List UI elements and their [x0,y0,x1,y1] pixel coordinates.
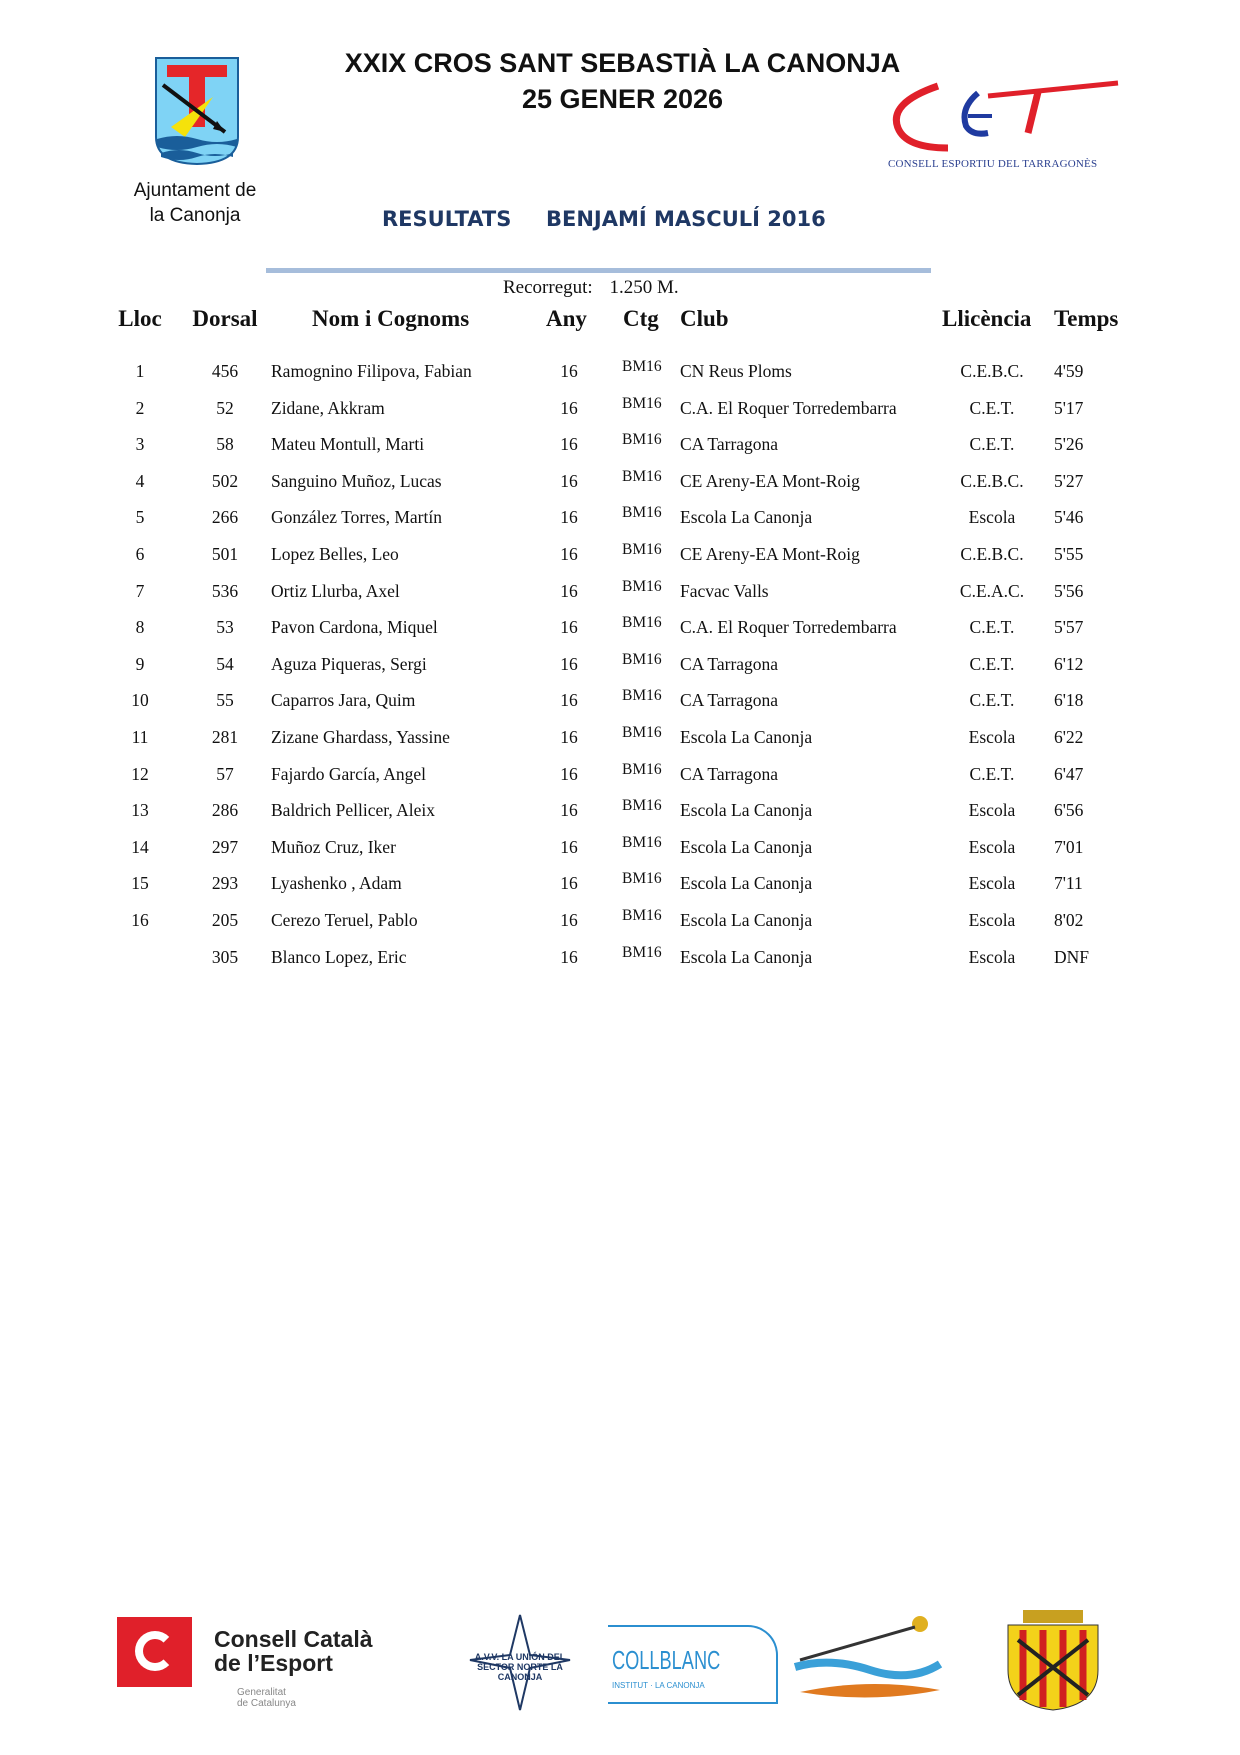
cell-nom: Ramognino Filipova, Fabian [271,361,472,381]
cell-lloc: 14 [131,836,149,857]
cell-any: 16 [560,397,578,418]
cell-llicencia: C.E.T. [969,434,1015,455]
cell-temps: 5'57 [1054,617,1084,638]
cell-dorsal: 57 [216,763,234,784]
cell-llicencia: C.E.T. [969,690,1015,711]
cell-any: 16 [560,507,578,528]
cell-llicencia: Escola [968,873,1016,894]
cell-temps: 7'01 [1054,836,1084,857]
category-label: BENJAMÍ MASCULÍ 2016 [546,207,826,231]
cell-ctg: BM16 [622,504,662,522]
sector-norte-logo [455,1610,585,1715]
cell-ctg: BM16 [622,687,662,705]
collblanc-text: COLLBLANC [612,1645,721,1675]
cell-dorsal: 305 [211,946,239,967]
col-lloc: Lloc [118,306,162,331]
cell-dorsal: 58 [216,434,234,455]
table-row [0,650,1240,684]
cell-any: 16 [560,544,578,564]
cell-lloc: 3 [135,434,145,455]
cell-lloc: 16 [131,910,149,930]
table-row [0,907,1240,940]
cell-ctg: BM16 [622,431,662,449]
cell-dorsal: 281 [211,727,239,747]
table-row [0,943,1240,977]
cet-logo [888,78,1133,174]
ccesport-mark-icon [117,1617,192,1687]
cell-ctg: BM16 [622,394,662,412]
cell-any: 16 [560,910,578,930]
col-ctg: Ctg [623,306,659,331]
table-row [0,797,1240,830]
cell-dorsal: 52 [216,397,234,418]
cell-llicencia: Escola [968,910,1016,930]
cell-llicencia: C.E.A.C. [959,580,1025,601]
cell-llicencia: Escola [968,727,1016,747]
cell-club: CN Reus Ploms [680,361,792,381]
cell-club: C.A. El Roquer Torredembarra [680,617,897,638]
cell-club: Escola La Canonja [680,836,813,857]
school-logo [790,1612,950,1707]
cell-temps: 5'27 [1054,470,1084,491]
table-row [0,687,1240,720]
table-row [0,358,1240,391]
cell-ctg: BM16 [622,907,662,924]
cell-lloc: 10 [131,690,149,711]
cell-any: 16 [560,690,578,711]
cell-nom: González Torres, Martín [271,507,442,528]
cell-lloc: 9 [135,653,145,674]
cell-nom: Lopez Belles, Leo [271,544,399,564]
cell-temps: 5'26 [1054,434,1084,455]
cell-llicencia: C.E.T. [969,397,1015,418]
sector-norte-text: A.V.V. LA UNIÓN DEL SECTOR NORTE LA CANONJA [474,1652,566,1682]
caption-line-2: la Canonja [149,205,241,226]
cell-any: 16 [560,361,578,381]
cell-llicencia: C.E.B.C. [960,470,1024,491]
col-club: Club [680,306,729,331]
cell-any: 16 [560,470,578,491]
cell-dorsal: 286 [211,800,239,821]
cell-club: Escola La Canonja [680,873,813,894]
cell-lloc: 2 [135,397,145,418]
cell-ctg: BM16 [622,943,662,961]
cell-nom: Pavon Cardona, Miquel [271,617,438,638]
cet-logo-text: CONSELL ESPORTIU DEL TARRAGONÈS [888,158,1098,170]
cell-club: CA Tarragona [680,690,779,711]
cell-nom: Fajardo García, Angel [271,763,427,784]
divider-rule [266,268,931,273]
event-date: 25 GENER 2026 [521,84,724,114]
col-temps: Temps [1054,306,1119,331]
cell-ctg: BM16 [622,724,662,741]
cell-club: CE Areny-EA Mont-Roig [680,544,860,564]
cell-nom: Zidane, Akkram [271,397,385,418]
cell-llicencia: C.E.T. [969,617,1015,638]
cell-llicencia: C.E.T. [969,653,1015,674]
cell-club: Escola La Canonja [680,946,813,967]
cell-nom: Aguza Piqueras, Sergi [271,653,427,674]
cell-temps: 6'22 [1054,727,1084,747]
cell-nom: Mateu Montull, Marti [271,434,425,455]
cell-temps: 6'18 [1054,690,1084,711]
cell-ctg: BM16 [622,870,662,888]
cell-llicencia: Escola [968,946,1016,967]
cell-temps: 6'56 [1054,800,1084,821]
cell-any: 16 [560,580,578,601]
shield-icon [993,1605,1113,1715]
cell-ctg: BM16 [622,541,662,558]
cell-llicencia: C.E.B.C. [960,544,1024,564]
cell-lloc: 13 [131,800,149,821]
cell-dorsal: 205 [211,910,239,930]
cell-ctg: BM16 [622,358,662,375]
table-row [0,833,1240,867]
cell-dorsal: 536 [211,580,239,601]
col-any: Any [546,306,587,331]
cell-any: 16 [560,946,578,967]
cell-dorsal: 293 [211,873,239,894]
cell-nom: Baldrich Pellicer, Aleix [271,800,436,821]
cell-ctg: BM16 [622,577,662,595]
cell-llicencia: C.E.T. [969,763,1015,784]
cell-temps: 6'47 [1054,763,1084,784]
ccesport-text-1: Consell Català [214,1626,373,1652]
cell-any: 16 [560,617,578,638]
cell-temps: 5'56 [1054,580,1084,601]
cell-temps: 5'46 [1054,507,1084,528]
cell-club: CA Tarragona [680,653,779,674]
cell-any: 16 [560,800,578,821]
cell-nom: Zizane Ghardass, Yassine [271,727,450,747]
cell-dorsal: 266 [211,507,239,528]
cell-any: 16 [560,727,578,747]
cell-llicencia: C.E.B.C. [960,361,1024,381]
event-title: XXIX CROS SANT SEBASTIÀ LA CANONJA [344,48,901,78]
cell-temps: 8'02 [1054,910,1084,930]
cell-club: Escola La Canonja [680,507,813,528]
cell-lloc: 8 [135,617,145,638]
cell-ctg: BM16 [622,650,662,668]
cell-dorsal: 501 [211,544,239,564]
consell-catala-esport-logo [117,1617,417,1712]
generalitat-text-1: Generalitat [237,1687,286,1698]
cell-dorsal: 297 [211,836,239,857]
cell-temps: 5'55 [1054,544,1084,564]
cell-llicencia: Escola [968,800,1016,821]
cell-llicencia: Escola [968,836,1016,857]
cell-nom: Muñoz Cruz, Iker [271,836,396,857]
course-value: 1.250 M. [609,277,679,298]
generalitat-text-2: de Catalunya [237,1698,296,1709]
cell-ctg: BM16 [622,760,662,778]
cell-nom: Cerezo Teruel, Pablo [271,910,418,930]
cell-lloc: 5 [135,507,145,528]
ccesport-text-2: de l’Esport [214,1650,333,1676]
ajuntament-caption [110,178,280,228]
cell-club: Escola La Canonja [680,800,813,821]
cet-logo-icon [888,78,1128,153]
results-label: RESULTATS [382,207,512,231]
table-row [0,870,1240,903]
col-llicencia: Llicència [942,306,1032,331]
cell-lloc: 4 [135,470,145,491]
course-label: Recorregut: [503,277,593,298]
table-row [0,394,1240,428]
cell-any: 16 [560,653,578,674]
cell-club: CA Tarragona [680,763,779,784]
caption-line-1: Ajuntament de [133,180,257,201]
cell-dorsal: 55 [216,690,234,711]
cell-temps: 7'11 [1054,873,1083,894]
cell-any: 16 [560,763,578,784]
col-dorsal: Dorsal [192,306,258,331]
table-row [0,504,1240,537]
cell-llicencia: Escola [968,507,1016,528]
cell-lloc: 6 [135,544,145,564]
cell-nom: Lyashenko , Adam [271,873,402,894]
cell-nom: Blanco Lopez, Eric [271,946,407,967]
cell-temps: 6'12 [1054,653,1084,674]
cell-lloc: 11 [131,727,149,747]
table-row [0,467,1240,501]
cell-club: C.A. El Roquer Torredembarra [680,397,897,418]
cell-club: Facvac Valls [680,580,769,601]
cell-any: 16 [560,873,578,894]
cell-temps: DNF [1054,946,1090,967]
collblanc-subtext: INSTITUT · LA CANONJA [612,1681,705,1690]
course-distance [503,277,679,299]
cell-ctg: BM16 [622,797,662,815]
cell-any: 16 [560,836,578,857]
table-row [0,614,1240,647]
cell-dorsal: 53 [216,617,234,638]
cell-nom: Ortiz Llurba, Axel [271,580,400,601]
table-row [0,577,1240,611]
cell-ctg: BM16 [622,467,662,485]
swimmer-emblem-icon [790,1612,950,1707]
cell-lloc: 1 [135,361,145,381]
cell-club: Escola La Canonja [680,910,813,930]
cell-lloc: 15 [131,873,149,894]
col-nom: Nom i Cognoms [312,306,470,331]
cell-ctg: BM16 [622,833,662,851]
table-row [0,541,1240,574]
table-row [0,431,1240,464]
cell-temps: 5'17 [1054,397,1084,418]
cell-dorsal: 502 [211,470,239,491]
table-row [0,724,1240,757]
cell-club: Escola La Canonja [680,727,813,747]
collblanc-logo [608,1625,778,1704]
cell-club: CA Tarragona [680,434,779,455]
cell-dorsal: 456 [211,361,239,381]
cell-dorsal: 54 [216,653,234,674]
cell-any: 16 [560,434,578,455]
table-row [0,760,1240,794]
cell-nom: Sanguino Muñoz, Lucas [271,470,442,491]
cell-lloc: 7 [135,580,145,601]
cell-club: CE Areny-EA Mont-Roig [680,470,860,491]
la-canonja-shield-logo [993,1605,1113,1715]
cell-ctg: BM16 [622,614,662,632]
cell-lloc: 12 [131,763,149,784]
cell-temps: 4'59 [1054,361,1084,381]
cell-nom: Caparros Jara, Quim [271,690,416,711]
